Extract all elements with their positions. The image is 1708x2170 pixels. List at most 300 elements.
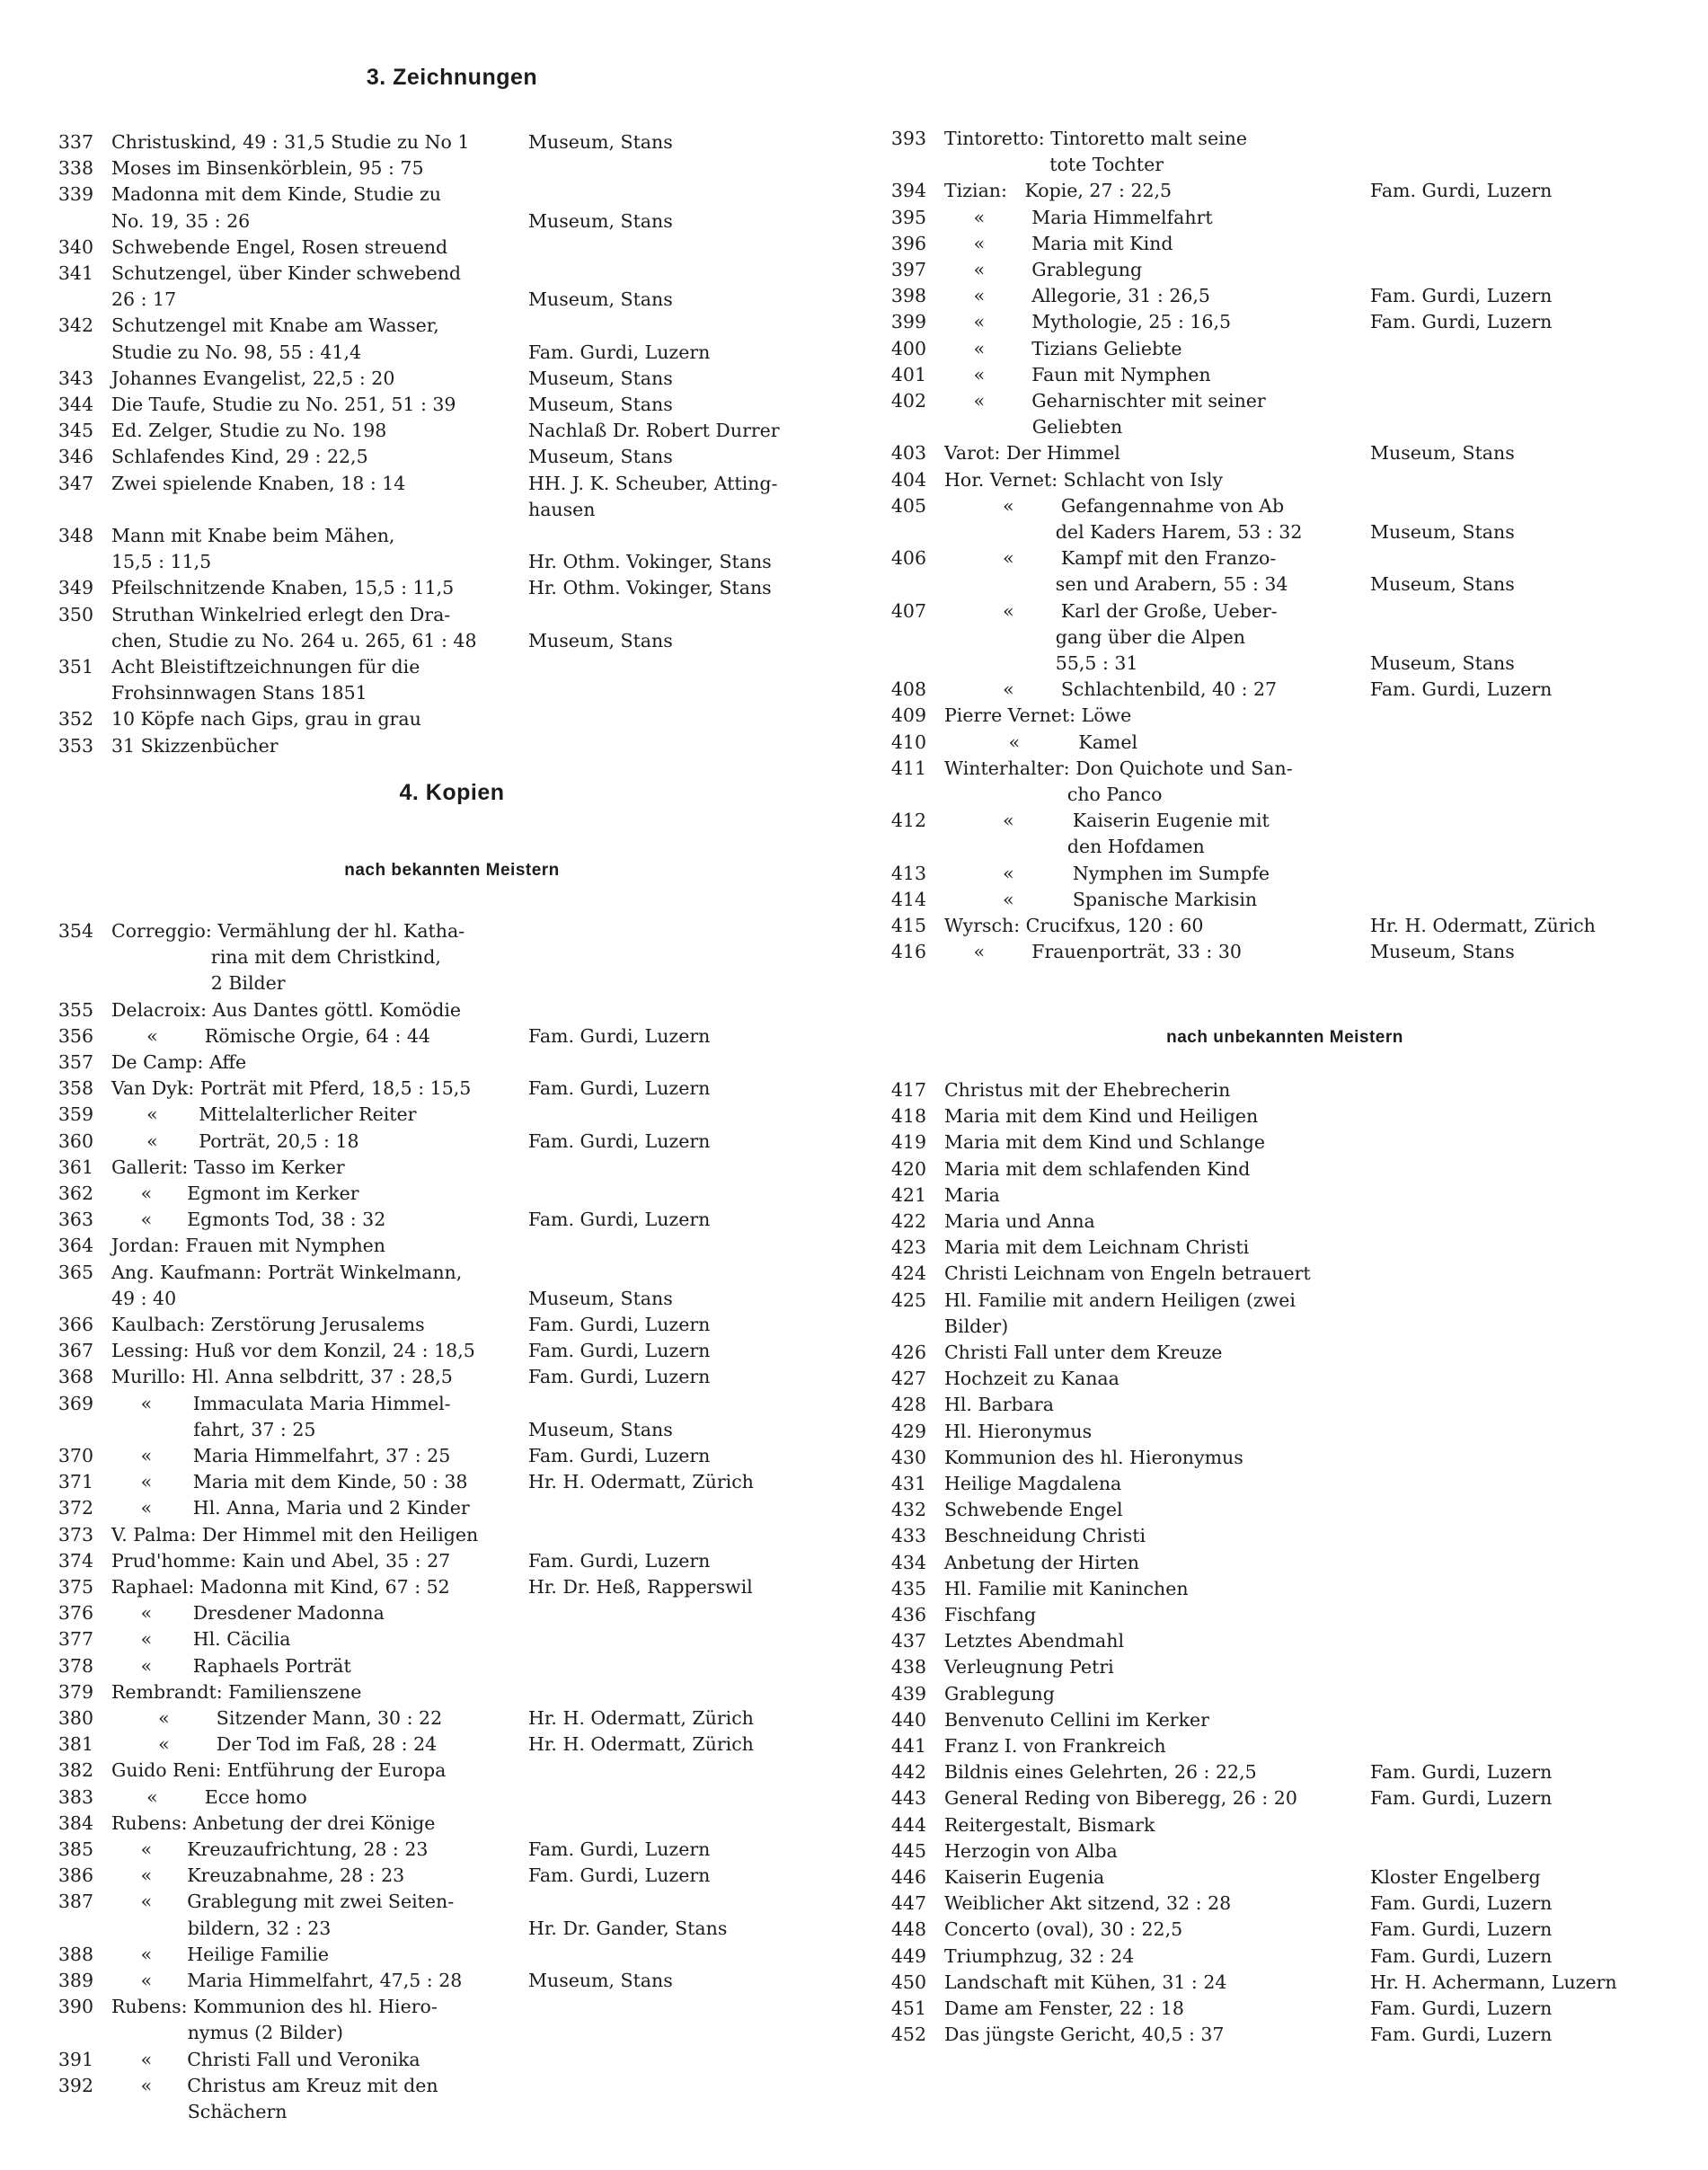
entry-title: Lessing: Huß vor dem Konzil, 24 : 18,5 xyxy=(111,1340,475,1362)
catalog-entry xyxy=(885,1654,1685,1680)
entry-location: Museum, Stans xyxy=(1370,521,1515,543)
entry-location: Museum, Stans xyxy=(528,1418,673,1440)
catalog-entry xyxy=(52,129,852,155)
entry-title: « Geharnischter mit seiner Geliebten xyxy=(973,390,1266,438)
catalog-entry xyxy=(885,756,1685,808)
catalog-entry xyxy=(52,1942,852,1968)
entry-title: « Ecce homo xyxy=(111,1785,307,1808)
entry-title: Correggio: Vermählung der hl. Katha- rina mit dem Christkind, 2 Bilder xyxy=(111,920,465,995)
entry-location: Hr. H. Achermann, Luzern xyxy=(1370,1971,1617,1993)
entry-number: 386 xyxy=(58,1864,93,1887)
entry-number: 376 xyxy=(58,1602,93,1625)
entry-title: Christi Leichnam von Engeln betrauert xyxy=(944,1262,1311,1285)
entry-title: « Christus am Kreuz mit den Schächern xyxy=(140,2074,438,2122)
entry-location: Museum, Stans xyxy=(1370,941,1515,963)
entry-title: Dame am Fenster, 22 : 18 xyxy=(944,1997,1184,2019)
entry-location: Museum, Stans xyxy=(528,367,673,389)
catalog-entry xyxy=(885,1419,1685,1445)
entry-location: Museum, Stans xyxy=(1370,652,1515,674)
entry-title: Schutzengel mit Knabe am Wasser, Studie zu No. 98, 55 : 41,4 xyxy=(111,314,439,363)
entry-number: 416 xyxy=(890,941,926,963)
entry-location: Museum, Stans xyxy=(528,209,673,232)
entry-title: Kaulbach: Zerstörung Jerusalems xyxy=(111,1314,425,1335)
catalog-entry xyxy=(885,1917,1685,1943)
entry-number: 371 xyxy=(58,1471,93,1493)
entry-location: Fam. Gurdi, Luzern xyxy=(1370,678,1553,701)
entry-title: Tintoretto: Tintoretto malt seine tote Tochter xyxy=(944,128,1247,176)
entry-location: Fam. Gurdi, Luzern xyxy=(528,1838,711,1860)
entry-number: 340 xyxy=(58,235,93,258)
entry-title: « Porträt, 20,5 : 18 xyxy=(111,1129,359,1152)
entry-number: 429 xyxy=(890,1420,926,1442)
entry-location: Museum, Stans xyxy=(528,1970,673,1991)
catalog-entry xyxy=(885,1838,1685,1864)
entry-title: Landschaft mit Kühen, 31 : 24 xyxy=(944,1971,1227,1993)
entry-title: « Egmont im Kerker xyxy=(111,1182,359,1204)
catalog-entry xyxy=(885,336,1685,362)
entry-location: Hr. Othm. Vokinger, Stans xyxy=(528,551,772,573)
entry-number: 337 xyxy=(58,131,93,153)
entry-location: Fam. Gurdi, Luzern xyxy=(1370,1918,1553,1941)
entry-number: 362 xyxy=(58,1182,93,1204)
catalog-entry xyxy=(885,1944,1685,1970)
entry-number: 369 xyxy=(58,1392,93,1414)
subheading-unknown-masters: nach unbekannten Meistern xyxy=(1166,1028,1403,1047)
catalog-entry xyxy=(52,2073,852,2125)
entry-title: Heilige Magdalena xyxy=(944,1473,1122,1494)
entry-number: 425 xyxy=(890,1289,926,1311)
entry-number: 339 xyxy=(58,183,93,206)
entry-number: 353 xyxy=(58,734,93,757)
entry-title: Hl. Familie mit Kaninchen xyxy=(944,1577,1189,1599)
entry-title: Grablegung xyxy=(944,1682,1055,1705)
entry-location: Museum, Stans xyxy=(528,446,673,468)
entry-title: General Reding von Biberegg, 26 : 20 xyxy=(944,1787,1297,1810)
catalog-entry xyxy=(885,493,1685,545)
entry-title: Raphael: Madonna mit Kind, 67 : 52 xyxy=(111,1576,450,1598)
entry-title: Varot: Der Himmel xyxy=(944,442,1120,465)
entry-location: Museum, Stans xyxy=(528,629,673,651)
entry-title: Gallerit: Tasso im Kerker xyxy=(111,1156,345,1178)
entry-title: Guido Reni: Entführung der Europa xyxy=(111,1759,447,1782)
catalog-entry xyxy=(885,1103,1685,1129)
entry-title: Rembrandt: Familienszene xyxy=(111,1680,362,1703)
catalog-entry xyxy=(52,1469,852,1495)
entry-number: 347 xyxy=(58,472,93,494)
catalog-entry xyxy=(885,1602,1685,1628)
entry-location: Fam. Gurdi, Luzern xyxy=(1370,2024,1553,2046)
entry-number: 356 xyxy=(58,1024,93,1047)
catalog-entry xyxy=(52,1837,852,1863)
catalog-entry xyxy=(885,545,1685,598)
catalog-entry xyxy=(885,1077,1685,1103)
catalog-entry xyxy=(885,362,1685,388)
entry-location: Hr. H. Odermatt, Zürich xyxy=(1370,915,1596,936)
entry-location: Museum, Stans xyxy=(1370,573,1515,596)
entry-number: 400 xyxy=(890,337,926,359)
catalog-entry xyxy=(885,1182,1685,1209)
entry-title: Concerto (oval), 30 : 22,5 xyxy=(944,1918,1183,1941)
catalog-entry xyxy=(885,231,1685,257)
entry-number: 373 xyxy=(58,1523,93,1546)
entry-number: 388 xyxy=(58,1943,93,1965)
entry-number: 442 xyxy=(890,1761,926,1784)
entry-number: 435 xyxy=(890,1577,926,1599)
entry-location: Fam. Gurdi, Luzern xyxy=(528,341,711,363)
entry-number: 446 xyxy=(890,1866,926,1888)
entry-location: Museum, Stans xyxy=(528,1287,673,1309)
entry-title: « Karl der Große, Ueber- gang über die Alpen 55,5 : 31 xyxy=(1003,599,1278,674)
catalog-entry xyxy=(52,1889,852,1941)
entry-location: Fam. Gurdi, Luzern xyxy=(1370,1892,1553,1915)
entry-number: 437 xyxy=(890,1630,926,1652)
entry-location: Fam. Gurdi, Luzern xyxy=(528,1366,711,1388)
entry-number: 426 xyxy=(890,1342,926,1363)
entry-number: 352 xyxy=(58,708,93,731)
entry-number: 357 xyxy=(58,1051,93,1073)
catalog-entry xyxy=(52,155,852,182)
catalog-entry xyxy=(885,178,1685,204)
entry-number: 370 xyxy=(58,1445,93,1466)
entry-number: 428 xyxy=(890,1394,926,1416)
entry-title: « Nymphen im Sumpfe xyxy=(944,862,1270,884)
entry-number: 393 xyxy=(890,128,926,149)
entry-location: Hr. H. Odermatt, Zürich xyxy=(528,1733,754,1756)
catalog-entry xyxy=(52,418,852,444)
catalog-entry xyxy=(885,1785,1685,1811)
entry-title: « Maria Himmelfahrt, 47,5 : 28 xyxy=(111,1970,463,1991)
catalog-entry xyxy=(885,1733,1685,1759)
entry-title: Maria xyxy=(944,1183,1000,1206)
entry-title: « Schlachtenbild, 40 : 27 xyxy=(944,678,1278,701)
entry-title: Christi Fall unter dem Kreuze xyxy=(944,1342,1223,1363)
entry-number: 414 xyxy=(890,888,926,910)
entry-location: Fam. Gurdi, Luzern xyxy=(528,1445,711,1466)
entry-number: 420 xyxy=(890,1157,926,1180)
entry-number: 439 xyxy=(890,1682,926,1705)
entry-title: Benvenuto Cellini im Kerker xyxy=(944,1708,1209,1731)
entry-number: 432 xyxy=(890,1499,926,1521)
entry-number: 410 xyxy=(890,731,926,753)
catalog-entry xyxy=(52,1023,852,1050)
catalog-entry xyxy=(885,440,1685,466)
entry-number: 447 xyxy=(890,1892,926,1915)
catalog-entry xyxy=(885,388,1685,440)
entry-location: Fam. Gurdi, Luzern xyxy=(528,1077,711,1100)
entry-number: 401 xyxy=(890,363,926,385)
entry-number: 381 xyxy=(58,1733,93,1756)
entry-location: Hr. H. Odermatt, Zürich xyxy=(528,1707,754,1729)
entry-number: 363 xyxy=(58,1209,93,1231)
entry-title: Acht Bleistiftzeichnungen für die Frohsinnwagen Stans 1851 xyxy=(111,656,420,704)
entry-number: 343 xyxy=(58,367,93,389)
catalog-entry xyxy=(52,706,852,732)
entry-number: 444 xyxy=(890,1813,926,1836)
entry-title: Delacroix: Aus Dantes göttl. Komödie xyxy=(111,998,462,1021)
entry-number: 364 xyxy=(58,1235,93,1257)
entry-number: 338 xyxy=(58,157,93,180)
catalog-entry xyxy=(885,1471,1685,1497)
entry-title: Mann mit Knabe beim Mähen, 15,5 : 11,5 xyxy=(111,525,395,573)
catalog-entry xyxy=(52,1207,852,1233)
catalog-entry xyxy=(52,235,852,261)
catalog-entry xyxy=(52,1785,852,1811)
catalog-entry xyxy=(52,313,852,365)
entry-number: 395 xyxy=(890,206,926,228)
catalog-entry xyxy=(52,1076,852,1102)
catalog-entry xyxy=(885,1288,1685,1340)
entry-number: 430 xyxy=(890,1446,926,1468)
entry-title: « Römische Orgie, 64 : 44 xyxy=(111,1024,430,1047)
entry-title: Maria mit dem Kind und Heiligen xyxy=(944,1105,1259,1128)
entry-title: Schutzengel, über Kinder schwebend 26 : 17 xyxy=(111,262,462,311)
entry-number: 377 xyxy=(58,1628,93,1651)
entry-title: Ang. Kaufmann: Porträt Winkelmann, 49 : 40 xyxy=(111,1261,463,1309)
entry-number: 346 xyxy=(58,446,93,468)
catalog-entry xyxy=(52,1312,852,1338)
entry-number: 399 xyxy=(890,311,926,333)
catalog-entry xyxy=(52,1600,852,1626)
entry-title: Maria und Anna xyxy=(944,1210,1095,1232)
catalog-entry xyxy=(52,1522,852,1548)
entry-title: « Dresdener Madonna xyxy=(111,1602,385,1625)
entry-title: « Immaculata Maria Himmel- fahrt, 37 : 25 xyxy=(140,1392,451,1440)
entry-number: 366 xyxy=(58,1314,93,1335)
catalog-entry xyxy=(885,1366,1685,1392)
entry-title: Ed. Zelger, Studie zu No. 198 xyxy=(111,420,387,442)
catalog-entry xyxy=(52,1732,852,1758)
entry-title: Beschneidung Christi xyxy=(944,1525,1146,1547)
catalog-entry xyxy=(885,730,1685,756)
entry-title: « Der Tod im Faß, 28 : 24 xyxy=(111,1733,438,1756)
entry-location: Museum, Stans xyxy=(1370,442,1515,465)
catalog-entry xyxy=(52,1181,852,1207)
entry-number: 365 xyxy=(58,1261,93,1283)
entry-title: Weiblicher Akt sitzend, 32 : 28 xyxy=(944,1892,1232,1915)
entry-location: Fam. Gurdi, Luzern xyxy=(528,1340,711,1362)
entry-location: Fam. Gurdi, Luzern xyxy=(1370,285,1553,307)
entry-location: Fam. Gurdi, Luzern xyxy=(1370,311,1553,333)
entry-number: 445 xyxy=(890,1839,926,1862)
entry-title: « Maria Himmelfahrt xyxy=(944,206,1213,228)
entry-number: 452 xyxy=(890,2024,926,2046)
subheading-known-masters: nach bekannten Meistern xyxy=(344,861,560,880)
entry-number: 367 xyxy=(58,1340,93,1362)
catalog-entry xyxy=(885,1340,1685,1366)
entry-title: « Gefangennahme von Ab del Kaders Harem, 53 : 32 xyxy=(1003,494,1303,543)
entry-number: 427 xyxy=(890,1368,926,1390)
catalog-entry xyxy=(885,2022,1685,2048)
entry-number: 433 xyxy=(890,1525,926,1547)
entry-number: 440 xyxy=(890,1708,926,1731)
entry-location: Hr. Dr. Gander, Stans xyxy=(528,1917,728,1939)
entry-location: Fam. Gurdi, Luzern xyxy=(1370,1997,1553,2019)
catalog-entry xyxy=(885,1759,1685,1785)
catalog-entry xyxy=(885,1891,1685,1917)
entry-number: 345 xyxy=(58,420,93,442)
entry-title: Reitergestalt, Bismark xyxy=(944,1813,1155,1836)
entry-number: 397 xyxy=(890,259,926,280)
entry-number: 441 xyxy=(890,1735,926,1757)
catalog-entry xyxy=(885,257,1685,283)
entry-title: Van Dyk: Porträt mit Pferd, 18,5 : 15,5 xyxy=(111,1077,472,1100)
catalog-entry xyxy=(885,913,1685,939)
entry-title: « Maria Himmelfahrt, 37 : 25 xyxy=(111,1445,451,1466)
catalog-entry xyxy=(52,1495,852,1521)
catalog-entry xyxy=(885,1523,1685,1549)
catalog-entry xyxy=(52,1391,852,1443)
catalog-entry xyxy=(885,1550,1685,1576)
entry-location: Fam. Gurdi, Luzern xyxy=(1370,1787,1553,1810)
entry-title: Hor. Vernet: Schlacht von Isly xyxy=(944,468,1223,491)
entry-number: 438 xyxy=(890,1656,926,1678)
entry-title: 31 Skizzenbücher xyxy=(111,734,279,757)
catalog-entry xyxy=(885,1681,1685,1707)
entry-title: « Kreuzabnahme, 28 : 23 xyxy=(111,1864,405,1887)
catalog-entry xyxy=(52,1626,852,1652)
entry-number: 419 xyxy=(890,1131,926,1154)
catalog-entry xyxy=(885,1392,1685,1418)
catalog-entry xyxy=(52,997,852,1023)
entry-number: 378 xyxy=(58,1654,93,1677)
catalog-entry xyxy=(885,1970,1685,1996)
catalog-entry xyxy=(52,1679,852,1705)
entry-number: 403 xyxy=(890,442,926,465)
entry-number: 361 xyxy=(58,1156,93,1178)
entry-number: 423 xyxy=(890,1236,926,1259)
catalog-entry xyxy=(885,1156,1685,1182)
catalog-entry xyxy=(52,1705,852,1732)
catalog-entry xyxy=(885,1209,1685,1235)
entry-number: 408 xyxy=(890,678,926,701)
entry-title: « Mittelalterlicher Reiter xyxy=(111,1103,417,1126)
entry-title: Kommunion des hl. Hieronymus xyxy=(944,1446,1243,1468)
entry-title: Die Taufe, Studie zu No. 251, 51 : 39 xyxy=(111,394,456,415)
entry-number: 406 xyxy=(890,547,926,570)
entry-title: Madonna mit dem Kinde, Studie zu No. 19, 35 : 26 xyxy=(111,183,441,232)
entry-number: 431 xyxy=(890,1473,926,1494)
entry-number: 417 xyxy=(890,1079,926,1101)
catalog-entry xyxy=(52,1338,852,1364)
catalog-entry xyxy=(885,703,1685,729)
entry-title: Bildnis eines Gelehrten, 26 : 22,5 xyxy=(944,1761,1257,1784)
entry-title: Struthan Winkelried erlegt den Dra- chen, Studie zu No. 264 u. 265, 61 : 48 xyxy=(111,603,477,651)
catalog-entry xyxy=(52,575,852,601)
entry-title: Schlafendes Kind, 29 : 22,5 xyxy=(111,446,368,468)
entry-location: Nachlaß Dr. Robert Durrer xyxy=(528,420,780,442)
entry-title: « Frauenporträt, 33 : 30 xyxy=(944,941,1242,963)
entry-number: 341 xyxy=(58,262,93,284)
entry-title: 10 Köpfe nach Gips, grau in grau xyxy=(111,708,421,731)
entry-title: « Kamel xyxy=(944,731,1138,753)
entry-number: 344 xyxy=(58,394,93,415)
entry-number: 351 xyxy=(58,656,93,678)
entry-title: Pierre Vernet: Löwe xyxy=(944,704,1132,727)
catalog-entry xyxy=(52,1155,852,1181)
entry-title: « Sitzender Mann, 30 : 22 xyxy=(111,1707,443,1729)
entry-number: 368 xyxy=(58,1366,93,1388)
catalog-entry xyxy=(52,1653,852,1679)
entry-location: Fam. Gurdi, Luzern xyxy=(528,1864,711,1887)
entry-title: Winterhalter: Don Quichote und San- cho Panco xyxy=(944,757,1293,805)
entry-location: Fam. Gurdi, Luzern xyxy=(528,1024,711,1047)
catalog-entry xyxy=(52,733,852,759)
catalog-entry xyxy=(885,808,1685,860)
entry-title: Kaiserin Eugenia xyxy=(944,1866,1105,1888)
entry-number: 402 xyxy=(890,390,926,412)
catalog-entry xyxy=(52,1233,852,1259)
entry-title: Herzogin von Alba xyxy=(944,1839,1118,1862)
entry-title: Anbetung der Hirten xyxy=(944,1551,1139,1573)
catalog-entry xyxy=(52,1129,852,1155)
catalog-entry xyxy=(52,1574,852,1600)
entry-number: 443 xyxy=(890,1787,926,1810)
catalog-entry xyxy=(52,1758,852,1784)
catalog-entry xyxy=(52,1811,852,1837)
entry-number: 436 xyxy=(890,1604,926,1625)
entry-title: Maria mit dem schlafenden Kind xyxy=(944,1157,1251,1180)
entry-number: 418 xyxy=(890,1105,926,1128)
entry-title: De Camp: Affe xyxy=(111,1051,247,1073)
catalog-entry xyxy=(885,598,1685,678)
entry-number: 390 xyxy=(58,1996,93,2018)
entry-title: Christuskind, 49 : 31,5 Studie zu No 1 xyxy=(111,131,470,153)
entry-title: Fischfang xyxy=(944,1604,1037,1625)
catalog-entry xyxy=(885,1707,1685,1733)
entry-number: 358 xyxy=(58,1077,93,1100)
entry-location: Hr. H. Odermatt, Zürich xyxy=(528,1471,754,1493)
entry-number: 398 xyxy=(890,285,926,307)
entry-number: 422 xyxy=(890,1210,926,1232)
entry-title: « Kampf mit den Franzo- sen und Arabern, 55 : 34 xyxy=(1003,547,1288,596)
entry-location: Museum, Stans xyxy=(528,394,673,415)
catalog-entry xyxy=(885,861,1685,887)
catalog-entry xyxy=(52,444,852,470)
catalog-entry xyxy=(885,887,1685,913)
entry-number: 415 xyxy=(890,915,926,936)
catalog-entry xyxy=(52,392,852,418)
entry-title: « Kreuzaufrichtung, 28 : 23 xyxy=(111,1838,429,1860)
entry-title: « Hl. Anna, Maria und 2 Kinder xyxy=(111,1497,470,1519)
entry-number: 392 xyxy=(58,2074,93,2096)
entry-number: 355 xyxy=(58,998,93,1021)
entry-number: 380 xyxy=(58,1707,93,1729)
catalog-entry xyxy=(52,2047,852,2073)
entry-title: Franz I. von Frankreich xyxy=(944,1735,1166,1757)
catalog-entry xyxy=(885,1864,1685,1891)
entry-number: 359 xyxy=(58,1103,93,1126)
entry-location: Hr. Othm. Vokinger, Stans xyxy=(528,577,772,599)
catalog-entry xyxy=(52,261,852,313)
entry-number: 342 xyxy=(58,314,93,337)
catalog-entry xyxy=(885,126,1685,178)
entry-title: Pfeilschnitzende Knaben, 15,5 : 11,5 xyxy=(111,577,455,599)
catalog-entry xyxy=(52,602,852,654)
catalog-entry xyxy=(52,366,852,392)
entry-number: 389 xyxy=(58,1970,93,1991)
entry-title: Johannes Evangelist, 22,5 : 20 xyxy=(111,367,395,389)
catalog-entry xyxy=(885,283,1685,309)
entry-location: Museum, Stans xyxy=(528,288,673,311)
entry-number: 405 xyxy=(890,494,926,517)
entry-title: « Christi Fall und Veronika xyxy=(111,2048,420,2070)
catalog-entry xyxy=(885,1628,1685,1654)
entry-number: 383 xyxy=(58,1785,93,1808)
catalog-entry xyxy=(52,1548,852,1574)
entry-number: 449 xyxy=(890,1944,926,1967)
entry-location: Museum, Stans xyxy=(528,131,673,153)
entry-number: 434 xyxy=(890,1551,926,1573)
